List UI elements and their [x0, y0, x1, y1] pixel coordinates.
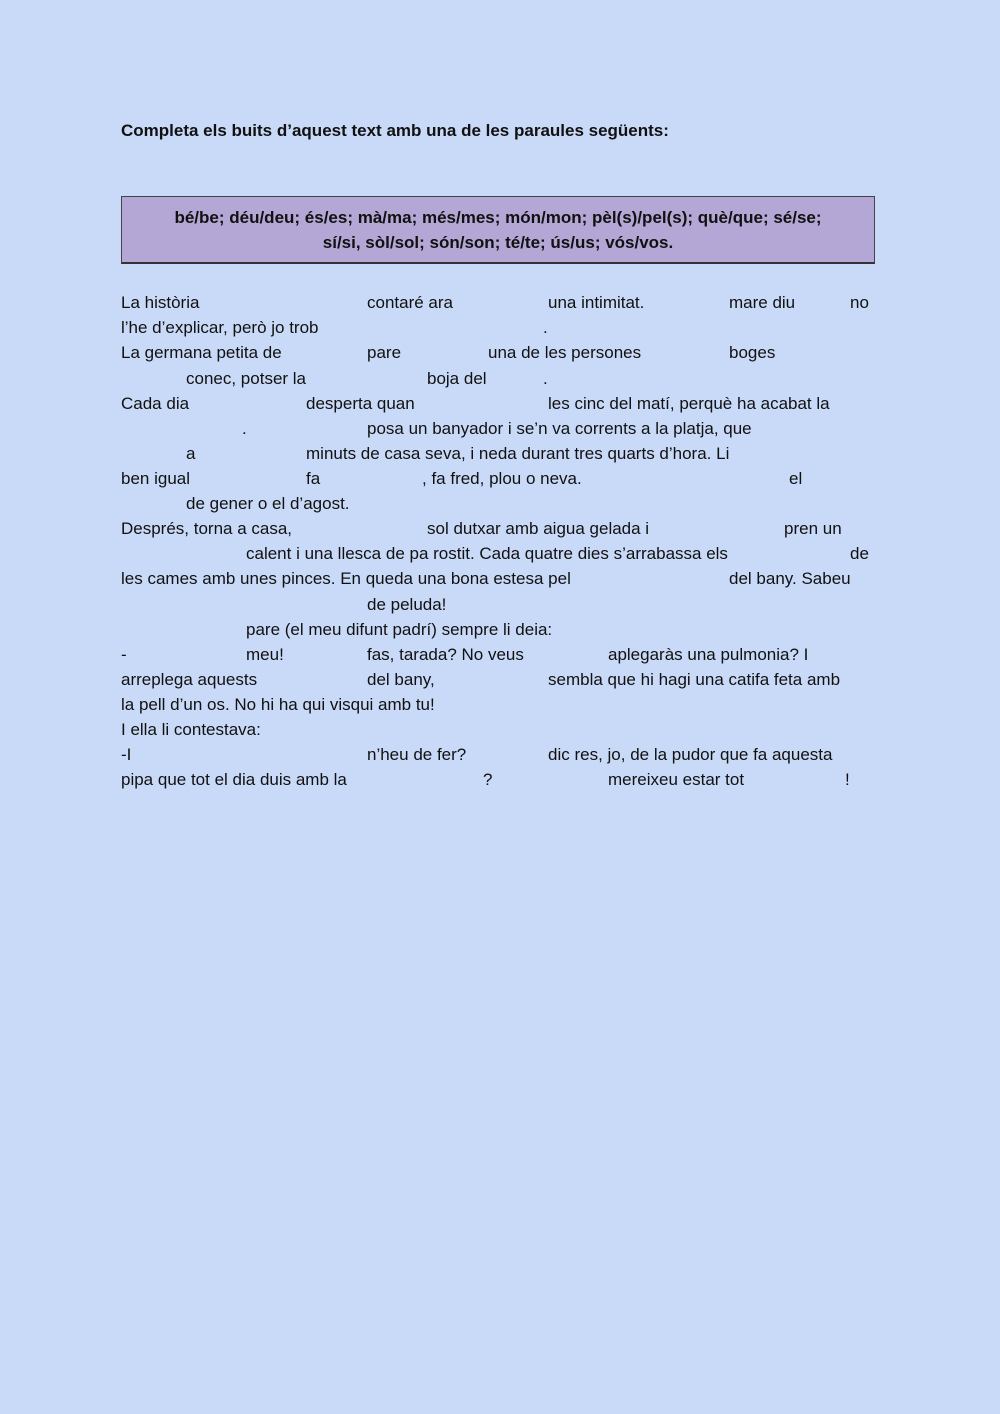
text-segment: arreplega aquests [121, 670, 258, 689]
text-segment: a [186, 444, 196, 463]
text-segment: sol dutxar amb aigua gelada i [427, 519, 650, 538]
text-segment: pipa que tot el dia duis amb la [121, 770, 347, 789]
text-segment: . [543, 369, 548, 388]
text-segment: pren un [784, 519, 842, 538]
text-segment: pare (el meu difunt padrí) sempre li deia: [246, 620, 553, 639]
text-segment: I ella li contestava: [121, 720, 261, 739]
text-segment: pare [367, 343, 402, 362]
text-segment: . [543, 318, 548, 337]
text-segment: La història [121, 293, 200, 312]
text-segment: boges [729, 343, 776, 362]
text-segment: ! [845, 770, 850, 789]
instruction-heading: Completa els buits d’aquest text amb una de les paraules següents: [121, 121, 669, 140]
text-segment: no [850, 293, 869, 312]
text-segment: les cinc del matí, perquè ha acabat la [548, 394, 830, 413]
text-segment: de gener o el d’agost. [186, 494, 350, 513]
text-segment: del bany. Sabeu [729, 569, 851, 588]
word-options-line-2: sí/si, sòl/sol; són/son; té/te; ús/us; vós/vos. [322, 233, 674, 252]
text-segment: aplegaràs una pulmonia? I [608, 645, 809, 664]
text-segment: Després, torna a casa, [121, 519, 293, 538]
text-segment: minuts de casa seva, i neda durant tres quarts d’hora. Li [306, 444, 730, 463]
text-segment: dic res, jo, de la pudor que fa aquesta [548, 745, 833, 764]
text-segment: mare diu [729, 293, 796, 312]
text-segment: les cames amb unes pinces. En queda una bona estesa pel [121, 569, 571, 588]
text-segment: calent i una llesca de pa rostit. Cada quatre dies s’arrabassa els [246, 544, 728, 563]
text-segment: mereixeu estar tot [608, 770, 745, 789]
text-segment: fa [306, 469, 321, 488]
text-segment: , fa fred, plou o neva. [422, 469, 582, 488]
text-segment: conec, potser la [186, 369, 307, 388]
text-segment: La germana petita de [121, 343, 282, 362]
text-segment: desperta quan [306, 394, 415, 413]
text-segment: ben igual [121, 469, 191, 488]
text-segment: la pell d’un os. No hi ha qui visqui amb tu! [121, 695, 435, 714]
text-segment: el [789, 469, 803, 488]
text-segment: del bany, [367, 670, 435, 689]
text-segment: boja del [427, 369, 487, 388]
text-segment: -I [121, 745, 132, 764]
word-options-line-1: bé/be; déu/deu; és/es; mà/ma; més/mes; món/mon; pèl(s)/pel(s); què/que; sé/se; [174, 208, 822, 227]
text-segment: . [242, 419, 247, 438]
text-segment: una intimitat. [548, 293, 645, 312]
text-segment: Cada dia [121, 394, 190, 413]
text-segment: posa un banyador i se’n va corrents a la platja, que [367, 419, 752, 438]
text-segment: contaré ara [367, 293, 453, 312]
text-segment: meu! [246, 645, 284, 664]
text-segment: l’he d’explicar, però jo trob [121, 318, 319, 337]
text-segment: - [121, 645, 127, 664]
text-segment: fas, tarada? No veus [367, 645, 524, 664]
text-segment: ? [483, 770, 493, 789]
text-segment: sembla que hi hagi una catifa feta amb [548, 670, 841, 689]
text-segment: n’heu de fer? [367, 745, 467, 764]
text-segment: una de les persones [488, 343, 642, 362]
text-segment: de [850, 544, 869, 563]
text-segment: de peluda! [367, 595, 447, 614]
